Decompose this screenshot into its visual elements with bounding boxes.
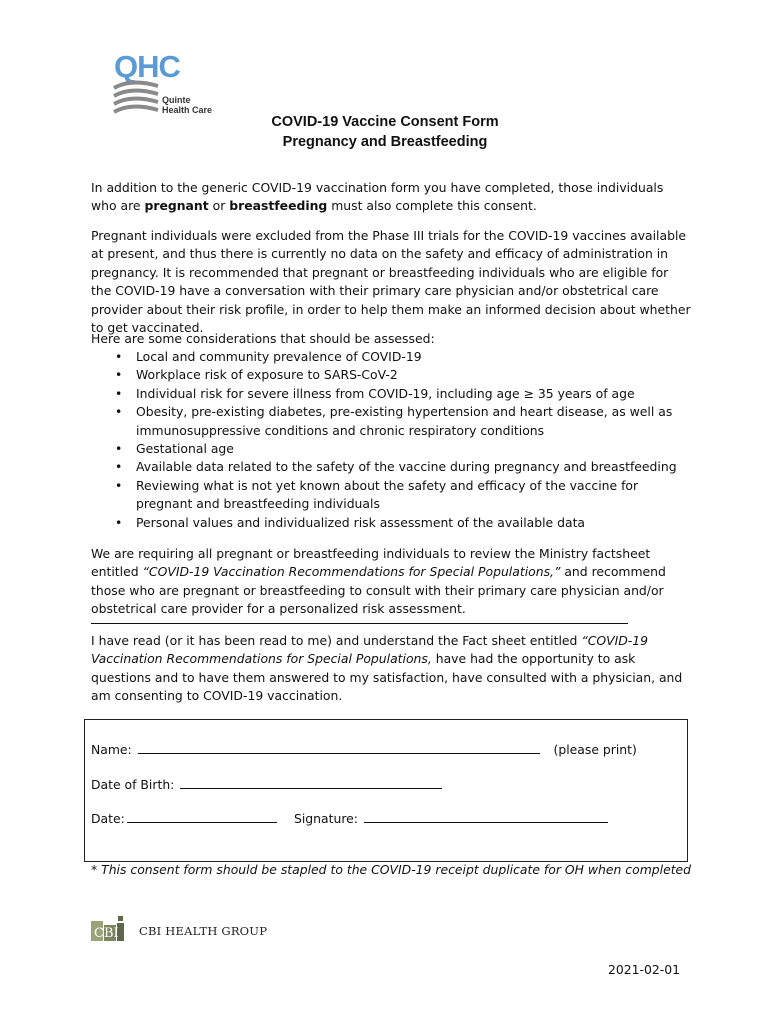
name-field-row — [91, 742, 637, 758]
list-item: • Gestational age — [91, 440, 691, 458]
bullet-icon: • — [115, 404, 123, 420]
signature-label: Signature: — [294, 811, 358, 826]
acknowledgement-paragraph: I have read (or it has been read to me) and understand the Fact sheet entitled “COVID-19 Vaccination Recommendations for Special Populations, have had the opportunity to ask questions and to have them answered to my satisfaction, have consulted with a physician, and am consenting to COVID-19 vaccination. — [91, 633, 683, 704]
requirement-paragraph: We are requiring all pregnant or breastfeeding individuals to review the Ministry factsheet entitled “COVID-19 Vaccination Recommendations for Special Populations,” and recommend those who are pregnant or breastfeeding to consult with their primary care physician and/or obstetrical care provider for a personalized risk assessment. — [91, 546, 666, 617]
form-subtitle: Pregnancy and Breastfeeding — [282, 134, 488, 150]
date-label: Date: — [91, 811, 125, 826]
bullet-icon: • — [115, 477, 123, 493]
name-input-line[interactable] — [138, 742, 540, 754]
list-item: • Personal values and individualized risk assessment of the available data — [91, 514, 691, 532]
date-field-row — [91, 811, 279, 827]
list-item: • Available data related to the safety of the vaccine during pregnancy and breastfeeding — [91, 458, 691, 476]
qhc-swoosh-icon — [112, 80, 162, 116]
qhc-logo-text: QHC — [114, 49, 180, 84]
bullet-icon: • — [115, 367, 123, 383]
date-input-line[interactable] — [127, 811, 277, 823]
form-title: COVID-19 Vaccine Consent Form — [271, 114, 499, 130]
considerations-list — [91, 348, 691, 532]
divider-line — [91, 623, 628, 624]
consent-signature-box — [84, 719, 688, 862]
cbi-logo — [91, 913, 291, 943]
cbi-mark-icon — [91, 915, 131, 941]
list-item: • Local and community prevalence of COVID-19 — [91, 348, 691, 366]
document-date: 2021-02-01 — [607, 962, 680, 977]
footnote: * This consent form should be stapled to the COVID-19 receipt duplicate for OH when completed — [91, 862, 692, 877]
qhc-logo — [112, 50, 232, 118]
svg-text:CBI: CBI — [94, 926, 119, 941]
intro-paragraph: In addition to the generic COVID-19 vaccination form you have completed, those individuals who are pregnant or breastfeeding must also complete this consent. — [91, 180, 664, 214]
list-item: • Reviewing what is not yet known about the safety and efficacy of the vaccine for pregnant and breastfeeding individuals — [115, 477, 639, 512]
list-item: • Obesity, pre-existing diabetes, pre-existing hypertension and heart disease, as well as immunosuppressive conditions and chronic respiratory conditions — [115, 404, 673, 438]
pregnancy-paragraph: Pregnant individuals were excluded from the Phase III trials for the COVID-19 vaccines available at present, and thus there is currently no data on the safety and efficacy of administration in pregnancy. It is recommended that pregnant or breastfeeding individuals who are eligible for the COVID-19 have a conversation with their primary care physician and/or obstetrical care provider about their risk profile, in order to help them make an informed decision about whether to get vaccinated. — [91, 228, 691, 336]
bullet-icon: • — [115, 459, 123, 475]
dob-label: Date of Birth: — [91, 777, 175, 792]
signature-field-row — [294, 811, 610, 827]
signature-input-line[interactable] — [364, 811, 608, 823]
considerations-heading: Here are some considerations that should be assessed: — [91, 331, 435, 346]
dob-input-line[interactable] — [180, 777, 442, 789]
list-item: • Individual risk for severe illness from COVID-19, including age ≥ 35 years of age — [91, 385, 691, 403]
cbi-logo-text: CBI HEALTH GROUP — [139, 924, 268, 938]
name-note: (please print) — [553, 742, 637, 757]
bullet-icon: • — [115, 441, 123, 457]
name-label: Name: — [91, 742, 132, 757]
bullet-icon: • — [115, 385, 123, 401]
bullet-icon: • — [115, 514, 123, 530]
qhc-logo-subtitle: Quinte Health Care — [162, 95, 213, 115]
dob-field-row — [91, 777, 444, 793]
list-item: • Workplace risk of exposure to SARS-CoV-2 — [91, 366, 691, 384]
bullet-icon: • — [115, 349, 123, 364]
